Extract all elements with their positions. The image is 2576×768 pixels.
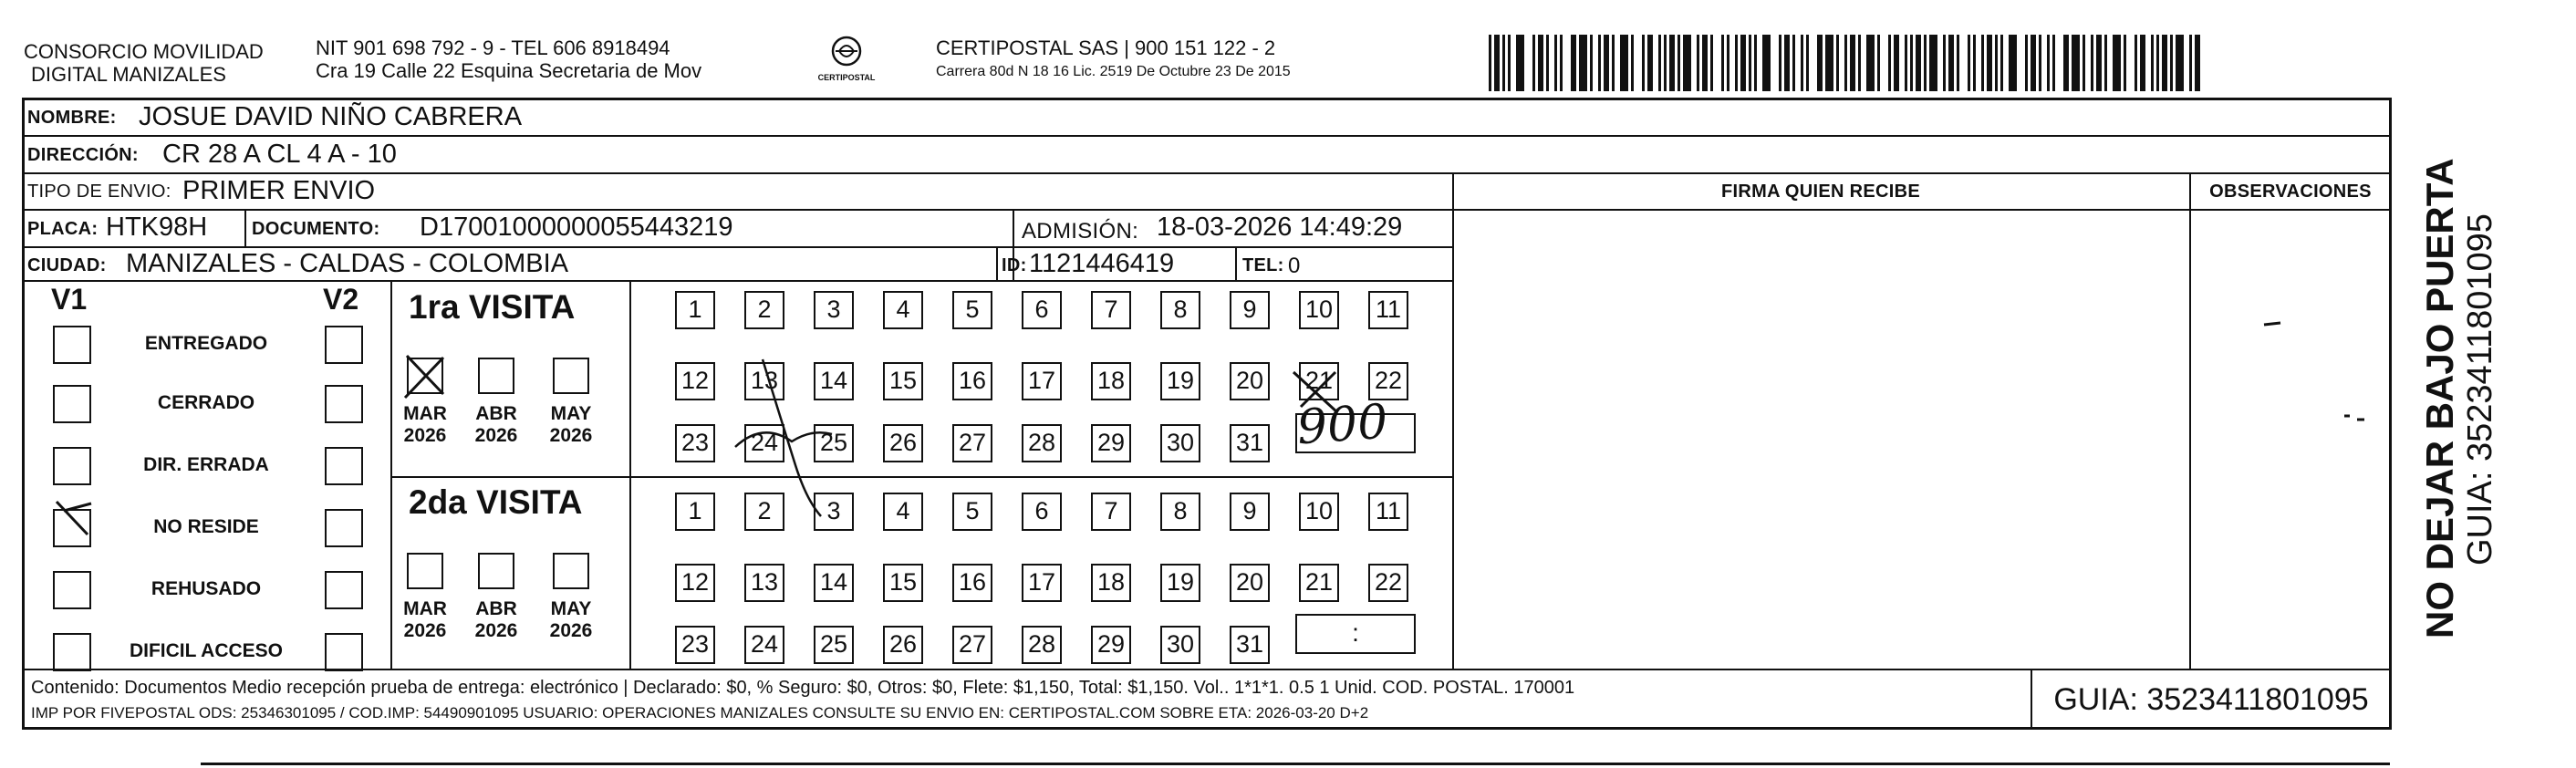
side-instruction: NO DEJAR BAJO PUERTA xyxy=(2418,158,2461,638)
id-value: 1121446419 xyxy=(1029,249,1175,278)
visit2-day-box[interactable]: 26 xyxy=(883,626,923,664)
visit1-day-box[interactable]: 11 xyxy=(1368,291,1408,329)
v1-label: V1 xyxy=(51,283,88,316)
status-option-label: REHUSADO xyxy=(151,578,262,599)
side-guide: GUIA: 3523411801095 xyxy=(2461,213,2499,566)
visit1-day-box[interactable]: 24 xyxy=(744,424,784,462)
visit2-day-box[interactable]: 21 xyxy=(1299,564,1339,602)
admission-label: ADMISIÓN: xyxy=(1022,219,1139,244)
address-label: DIRECCIÓN: xyxy=(27,145,139,165)
logo-text: CERTIPOSTAL xyxy=(817,73,876,82)
visit1-month-label: MAR xyxy=(403,403,447,424)
document-label: DOCUMENTO: xyxy=(252,219,380,239)
visit1-month-label: ABR xyxy=(475,403,517,424)
visit2-year-label: 2026 xyxy=(403,620,447,641)
visit2-day-box[interactable]: 7 xyxy=(1091,493,1131,531)
nit-line: NIT 901 698 792 - 9 - TEL 606 8918494 xyxy=(316,36,670,59)
visit1-year-label: 2026 xyxy=(549,425,593,446)
visit2-day-box[interactable]: 23 xyxy=(675,626,715,664)
visit1-day-box[interactable]: 3 xyxy=(814,291,854,329)
visit2-day-box[interactable]: 20 xyxy=(1230,564,1270,602)
id-label: ID: xyxy=(1002,255,1027,275)
visit2-day-box[interactable]: 6 xyxy=(1022,493,1062,531)
visit1-day-box[interactable]: 26 xyxy=(883,424,923,462)
observations-header: OBSERVACIONES xyxy=(2209,182,2372,202)
visit2-month-label: MAY xyxy=(550,598,592,619)
visit1-day-box[interactable]: 9 xyxy=(1230,291,1270,329)
visit2-year-label: 2026 xyxy=(474,620,518,641)
visit1-day-box[interactable]: 7 xyxy=(1091,291,1131,329)
document-value: D17001000000055443219 xyxy=(420,213,733,242)
visit2-day-box[interactable]: 13 xyxy=(744,564,784,602)
visit1-day-box[interactable]: 27 xyxy=(952,424,992,462)
visit2-day-box[interactable]: 14 xyxy=(814,564,854,602)
visit2-day-box[interactable]: 18 xyxy=(1091,564,1131,602)
visit1-day-box[interactable]: 5 xyxy=(952,291,992,329)
company-line-2: DIGITAL MANIZALES xyxy=(31,63,226,86)
visit1-day-box[interactable]: 10 xyxy=(1299,291,1339,329)
visit2-day-box[interactable]: 1 xyxy=(675,493,715,531)
visit1-day-box[interactable]: 23 xyxy=(675,424,715,462)
visit2-day-box[interactable]: 28 xyxy=(1022,626,1062,664)
address-value: CR 28 A CL 4 A - 10 xyxy=(162,140,397,169)
v2-label: V2 xyxy=(323,283,359,316)
visit2-day-box[interactable]: 11 xyxy=(1368,493,1408,531)
visit2-day-box[interactable]: 4 xyxy=(883,493,923,531)
visit1-day-box[interactable]: 18 xyxy=(1091,362,1131,400)
visit1-day-box[interactable]: 8 xyxy=(1160,291,1200,329)
visit1-year-label: 2026 xyxy=(403,425,447,446)
visit1-day-box[interactable]: 28 xyxy=(1022,424,1062,462)
visit1-day-box[interactable]: 6 xyxy=(1022,291,1062,329)
visit1-day-box[interactable]: 1 xyxy=(675,291,715,329)
status-option-label: DIR. ERRADA xyxy=(143,454,269,475)
plate-value: HTK98H xyxy=(106,213,208,242)
footer-guide: GUIA: 3523411801095 xyxy=(2053,682,2369,717)
visit1-month-label: MAY xyxy=(550,403,592,424)
shipment-type-value: PRIMER ENVIO xyxy=(182,176,376,205)
visit2-time-placeholder: : xyxy=(1352,618,1359,647)
visit1-day-box[interactable]: 13 xyxy=(744,362,784,400)
status-option-label: ENTREGADO xyxy=(144,333,268,354)
content-summary: Contenido: Documentos Medio recepción prueba de entrega: electrónico | Declarado: $0, % Seguro: $0, Otros: $0, Flete: $1,150, Total: $1,150. Vol.. 1*1*1. 0.5 1 Unid. COD. POSTAL. 170001 xyxy=(31,678,1575,698)
tel-value: 0 xyxy=(1288,254,1301,278)
visit1-day-box[interactable]: 12 xyxy=(675,362,715,400)
visit2-day-box[interactable]: 12 xyxy=(675,564,715,602)
visit2-day-box[interactable]: 15 xyxy=(883,564,923,602)
signature-header: FIRMA QUIEN RECIBE xyxy=(1721,182,1920,202)
visit2-day-box[interactable]: 8 xyxy=(1160,493,1200,531)
status-option-label: NO RESIDE xyxy=(153,516,259,537)
visit1-day-box[interactable]: 19 xyxy=(1160,362,1200,400)
visit2-year-label: 2026 xyxy=(549,620,593,641)
visit2-day-box[interactable]: 10 xyxy=(1299,493,1339,531)
visit2-title: 2da VISITA xyxy=(409,483,583,521)
visit1-day-box[interactable]: 2 xyxy=(744,291,784,329)
plate-label: PLACA: xyxy=(27,219,99,239)
visit1-year-label: 2026 xyxy=(474,425,518,446)
status-option-label: DIFICIL ACCESO xyxy=(129,640,283,661)
visit1-day-box[interactable]: 20 xyxy=(1230,362,1270,400)
address-line: Cra 19 Calle 22 Esquina Secretaria de Mov xyxy=(316,59,702,82)
visit2-day-box[interactable]: 9 xyxy=(1230,493,1270,531)
visit2-day-box[interactable]: 30 xyxy=(1160,626,1200,664)
visit2-day-box[interactable]: 24 xyxy=(744,626,784,664)
city-value: MANIZALES - CALDAS - COLOMBIA xyxy=(126,249,569,278)
visit2-day-box[interactable]: 17 xyxy=(1022,564,1062,602)
visit2-day-box[interactable]: 22 xyxy=(1368,564,1408,602)
visit2-month-label: MAR xyxy=(403,598,447,619)
visit2-day-box[interactable]: 25 xyxy=(814,626,854,664)
company-line-1: CONSORCIO MOVILIDAD xyxy=(24,40,264,63)
visit1-day-box[interactable]: 25 xyxy=(814,424,854,462)
city-label: CIUDAD: xyxy=(27,255,107,275)
visit1-title: 1ra VISITA xyxy=(409,288,576,326)
visit2-day-box[interactable]: 31 xyxy=(1230,626,1270,664)
visit1-handwritten-time: 900 xyxy=(1295,394,1390,456)
shipment-type-label: TIPO DE ENVIO: xyxy=(27,182,171,202)
tel-label: TEL: xyxy=(1242,255,1284,275)
print-info: IMP POR FIVEPOSTAL ODS: 25346301095 / COD.IMP: 54490901095 USUARIO: OPERACIONES MANIZALES CONSULTE SU ENVIO EN: CERTIPOSTAL.COM SOBRE ETA: 2026-03-20 D+2 xyxy=(31,704,1369,721)
admission-value: 18-03-2026 14:49:29 xyxy=(1157,213,1403,242)
visit2-day-box[interactable]: 29 xyxy=(1091,626,1131,664)
visit2-month-label: ABR xyxy=(475,598,517,619)
visit1-day-box[interactable]: 31 xyxy=(1230,424,1270,462)
name-value: JOSUE DAVID NIÑO CABRERA xyxy=(139,102,523,131)
visit1-day-box[interactable]: 17 xyxy=(1022,362,1062,400)
visit2-day-box[interactable]: 5 xyxy=(952,493,992,531)
visit1-day-box[interactable]: 4 xyxy=(883,291,923,329)
courier-line-1: CERTIPOSTAL SAS | 900 151 122 - 2 xyxy=(936,36,1276,59)
status-option-label: CERRADO xyxy=(157,392,255,413)
courier-line-2: Carrera 80d N 18 16 Lic. 2519 De Octubre 23 De 2015 xyxy=(936,64,1291,79)
visit2-day-box[interactable]: 27 xyxy=(952,626,992,664)
visit1-day-box[interactable]: 21 xyxy=(1299,362,1339,400)
visit2-day-box[interactable]: 19 xyxy=(1160,564,1200,602)
visit2-day-box[interactable]: 3 xyxy=(814,493,854,531)
visit1-day-box[interactable]: 15 xyxy=(883,362,923,400)
visit2-day-box[interactable]: 16 xyxy=(952,564,992,602)
visit2-day-box[interactable]: 2 xyxy=(744,493,784,531)
visit1-day-box[interactable]: 14 xyxy=(814,362,854,400)
visit1-day-box[interactable]: 29 xyxy=(1091,424,1131,462)
visit1-day-box[interactable]: 22 xyxy=(1368,362,1408,400)
name-label: NOMBRE: xyxy=(27,108,117,128)
visit1-day-box[interactable]: 30 xyxy=(1160,424,1200,462)
visit1-day-box[interactable]: 16 xyxy=(952,362,992,400)
